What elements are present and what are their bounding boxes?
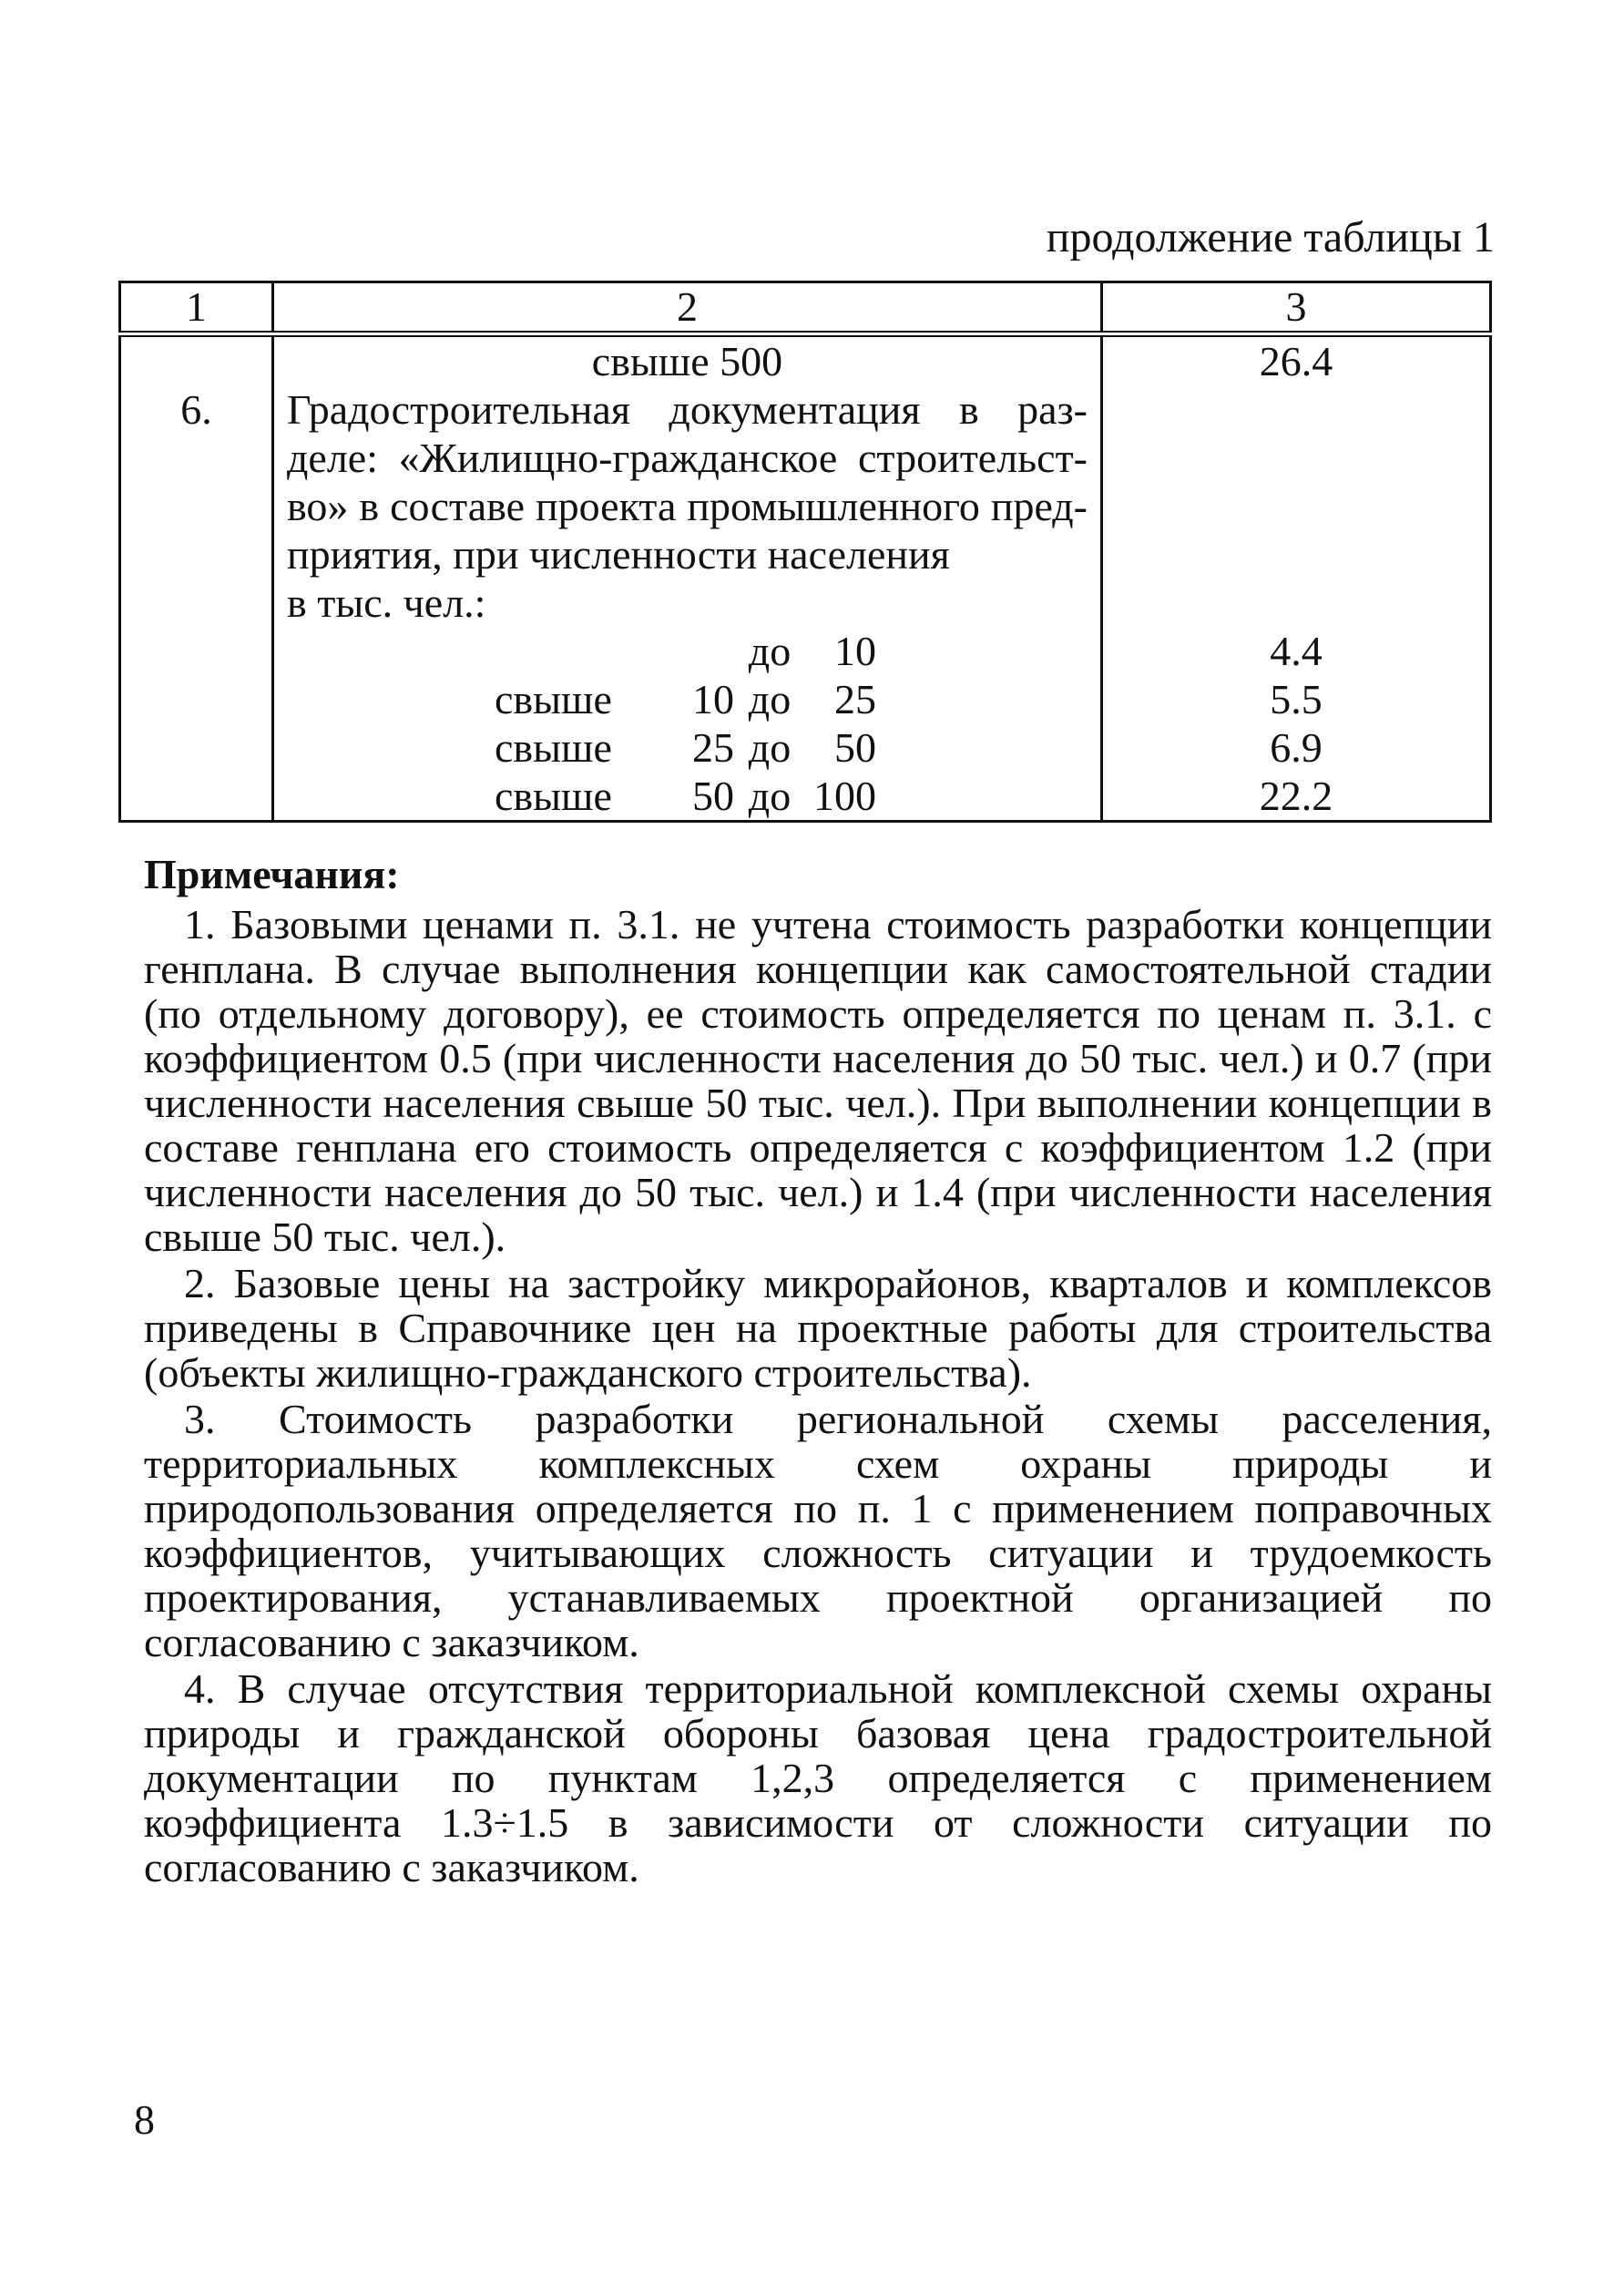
note-item: 3. Стоимость разработки региональной схемы расселения, территориальных комплексных схем охраны природы и природопользования определяется по п. 1 с применением поправочных коэффициентов, учитывающих сложность ситуации и трудоемкость проектирования, устанавливаемых проектной организацией по согласованию с заказчиком. <box>144 1396 1492 1665</box>
range-label: свыше 25 до 50 <box>495 724 876 771</box>
range-label: до 10 <box>748 628 876 674</box>
row-number: 6. <box>180 386 212 433</box>
price-table <box>118 281 1492 823</box>
range-label: свыше 500 <box>591 338 783 384</box>
table-continuation-caption: продолжение таблицы 1 <box>1046 213 1495 261</box>
range-label: свыше 50 до 100 <box>495 773 876 819</box>
note-item: 2. Базовые цены на застройку микрорайонов, кварталов и комплексов приведены в Справочнике цен на проектные работы для строительства (объекты жилищно-гражданского строительства). <box>144 1260 1492 1396</box>
coefficient-value: 26.4 <box>1259 338 1333 384</box>
notes-title: Примечания: <box>144 851 400 897</box>
note-item: 1. Базовыми ценами п. 3.1. не учтена стоимость разработки концепции генплана. В случае выполнения концепции как самостоятельной стадии (по отдельному договору), ее стоимость определяется по ценам п. 3.1. с коэффициентом 0.5 (при численности населения до 50 тыс. чел.) и 0.7 (при численности населения свыше 50 тыс. чел.). При выполнении концепции в составе генплана его стоимость определяется с коэффициентом 1.2 (при численности населения до 50 тыс. чел.) и 1.4 (при численности населения свыше 50 тыс. чел.). <box>144 901 1492 1260</box>
coefficient-value: 22.2 <box>1259 773 1333 819</box>
table-row <box>120 334 1491 822</box>
note-item: 4. В случае отсутствия территориальной комплексной схемы охраны природы и гражданской обороны базовая цена градостроительной документации по пунктам 1,2,3 определяется с применением коэффициента 1.3÷1.5 в зависимости от сложности ситуации по согласованию с заказчиком. <box>144 1665 1492 1890</box>
description-cell <box>273 334 1102 822</box>
table-header-row <box>120 282 1491 334</box>
row-number-cell <box>120 334 273 822</box>
coefficient-value: 6.9 <box>1270 724 1323 771</box>
coefficient-value: 4.4 <box>1270 628 1323 674</box>
range-label: свыше 10 до 25 <box>495 676 876 722</box>
page-number: 8 <box>134 2096 155 2143</box>
description-line: приятия, при численности населения <box>287 531 950 578</box>
header-col-3: 3 <box>1102 282 1491 334</box>
header-col-1: 1 <box>120 282 273 334</box>
description-line: в тыс. чел.: <box>287 579 486 626</box>
header-col-2: 2 <box>273 282 1102 334</box>
description-line: во» в составе проекта промышленного пред- <box>287 483 1088 529</box>
description-line: деле: «Жилищно-гражданское строительст- <box>287 435 1088 481</box>
description-line: Градостроительная документация в раз- <box>287 386 1088 433</box>
value-cell <box>1102 334 1491 822</box>
notes-section <box>144 852 1492 1891</box>
coefficient-value: 5.5 <box>1270 676 1323 722</box>
